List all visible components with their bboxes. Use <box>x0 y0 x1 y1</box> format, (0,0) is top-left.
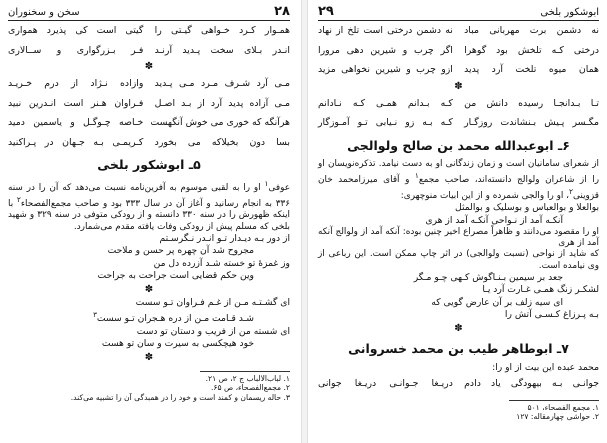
hemistich: همان میوه تلخت آرد پدید <box>464 64 599 75</box>
footnote: ۱. مجمع الفصحاء، ۵۰۱ <box>527 402 599 412</box>
hemistich: درختی کـه تلخش بود گوهرا <box>464 44 599 56</box>
couplet <box>318 94 599 114</box>
couplet <box>8 113 290 133</box>
right-page <box>306 0 607 443</box>
hemistich: هرآنگه که خوری می خوش آنگهست <box>150 117 290 128</box>
section-heading: ۶ـ ابوعبدالله محمد بن صالح ولوالجی <box>347 137 570 153</box>
running-title: سخن و سخنوران <box>8 7 80 18</box>
verse-line: وز غمزهٔ تو خسته شـد آزرده دل من <box>153 257 290 269</box>
couplet <box>318 21 599 41</box>
hemistich: کـه بـه زو نـیابی تـو آمـوزگار <box>318 117 453 128</box>
hemistich: جوانـی بـه بیهودگی یاد دادم <box>464 378 599 390</box>
couplet <box>8 94 290 114</box>
hemistich: مـی آزاده پدید آرد از بـد اصـل <box>154 97 290 109</box>
prose-paragraph: از شعرای سامانیان است و زمان زندگانی او به دست نیامد. تذکره‌نویسان او را از شاعران ولوالج دانسته‌اند، صاحب مجمع$^۱$ و آقای میرزامحمد خان قزوینی$^۲$، او را والجی شمرده و از این ابیات منوچهری: <box>318 158 599 201</box>
poem-block <box>318 94 599 133</box>
section-heading: ۷ـ ابوطاهر طیب بن محمد خسروانی <box>348 340 569 356</box>
running-head <box>318 4 599 21</box>
verse-line: بوالعلا و بوالعباس و بوسلیک و بوالمثل <box>454 202 599 214</box>
hemistich: ازو چرب و شیرین نخواهی مزید <box>318 64 453 75</box>
verse-line: مجروح شد آن چهره پر حسن و ملاحت <box>107 245 254 257</box>
section-ornament: ✽ <box>454 322 463 334</box>
verse-line: ای شسته من از فریب و دستان تو دست <box>136 325 290 337</box>
hemistich: اگر چرب و شیرین دهی مرورا <box>318 44 453 56</box>
intro-line: محمد عبده این بیت از او را: <box>492 361 599 373</box>
couplet <box>8 21 290 41</box>
verse-line: شـد قـامت مـن از دره هـجران تـو سست$^۳$ <box>93 311 254 325</box>
hemistich: تـا بـدانجـا رسیده دانش من <box>464 97 599 109</box>
verse-lines <box>8 233 290 283</box>
footnote-rule <box>509 400 599 401</box>
footnotes <box>318 403 599 422</box>
verse-line: ای سیه زلف بر آن عارض گویی که <box>431 296 563 308</box>
hemistich: گیتی است کی پذیرد همواری <box>8 25 144 36</box>
verse-line: جعد بر سیمین بـنـاگوش کـهی چـو مـگر <box>413 271 563 283</box>
footnote: ۲. حواشی چهارمقاله: ۱۲۷ <box>516 412 599 422</box>
hemistich: کـه بـدانم همـی کـه نـادانم <box>318 97 453 109</box>
hemistich: فـراوان هـنر است انـدرین نبید <box>8 97 144 109</box>
footnote: ۲. مجمع‌الفصحاء، ص ۶۵. <box>210 383 290 393</box>
verse-line: ای گشـتـه مـن از غـم فـراوان تـو سست <box>135 296 290 308</box>
hemistich: نه دشمن برت مهربانی مباد <box>464 25 599 36</box>
verse-line: از دور بـه دیـدار تـو انـدر نـگرسـتم <box>159 232 290 244</box>
couplet <box>8 133 290 153</box>
page-number: ۲۹ <box>318 4 334 19</box>
page-number: ۲۸ <box>274 4 290 19</box>
verse-line: لشکـر زنگ همـی غـارت آرد یـا <box>482 284 599 296</box>
hemistich: همـوار کـرد خـواهی گیـتی را <box>154 25 290 36</box>
verse-line: آنکـه آمد از نـواحی آنکـه آمد از هری <box>425 214 563 226</box>
couplet <box>8 41 290 61</box>
poem-block <box>8 74 290 152</box>
section-ornament: ✽ <box>144 61 154 72</box>
verse-line: وین حکم قضایی است جراحت به جراحت <box>97 270 254 282</box>
couplet <box>318 113 599 133</box>
section-ornament: ✽ <box>454 80 463 92</box>
poem-block <box>8 21 290 60</box>
verse-line: خود هیچکسی به سیرت و سان تو هست <box>101 338 254 350</box>
running-title: ابوشکور بلخی <box>540 7 599 18</box>
prose-paragraph: عوفی$^۱$ او را به لقبی موسوم به آفرین‌نامه نسبت می‌دهد که آن را در سنه ۳۳۶ به انجام رسانید و آغاز آن در سال ۳۳۳ بود و صاحب مجمع‌الفصحاء$^۲$ با اینکه ظهورش را در سنه ۳۳۰ دانسته و از رودکی متوفی در سنه ۳۲۹ و شهید بلخی که مسلم پیش از رودکی وفات یافته مقدم می‌شمارد. <box>8 179 291 232</box>
footnote: ۱. لباب‌الالباب ج ۲، ص ۲۱. <box>205 373 290 383</box>
hemistich: نه دشمن درختی است تلخ از نهاد <box>318 25 453 36</box>
section-ornament: ✽ <box>144 283 154 295</box>
hemistich: بسا دون بخیلاکه می بخورد <box>154 136 290 148</box>
footnote-rule <box>200 371 290 372</box>
verse-lines <box>318 202 599 322</box>
hemistich: دریـغا جـوانـی دریـغا جوانی <box>318 378 453 390</box>
running-head <box>8 4 290 21</box>
left-page <box>0 0 300 443</box>
section-ornament: ✽ <box>144 351 154 363</box>
prose-line: که شاید از نواحی (نسبت ولوالجی) در اثر چاپ ممکن است. این رباعی از وی نیامده است. <box>318 249 599 271</box>
poem-block <box>318 21 599 80</box>
hemistich: کـریمـی بـه جـهان در پـراکنید <box>8 136 144 148</box>
verse-lines <box>8 297 290 351</box>
couplet <box>318 60 599 80</box>
prose-line: او را مقصود می‌دانند و ظاهراً مصراع اخیر چنین بوده: آنکه آمد از ولوالج آنکه آمد از هری <box>318 227 599 249</box>
hemistich: انـدر بـلای سخت پـدید آرنـد <box>154 44 290 56</box>
hemistich: مگـسر پـیش بـنشاندت روزگـار <box>464 117 599 128</box>
footnote: ۳. حاله ریسمان و کمند است و خود را در همبدگی آن را تشبیه می‌کند. <box>70 393 290 402</box>
couplet <box>318 41 599 61</box>
couplet <box>318 374 599 394</box>
hemistich: مـی آرد شـرف مـرد مـی پـدید <box>154 78 290 89</box>
hemistich: فـر بـزرگواری و ســالاری <box>8 44 144 56</box>
section-heading: ۵ـ ابوشکور بلخی <box>97 157 201 172</box>
couplet <box>8 74 290 94</box>
footnotes <box>8 374 290 403</box>
book-gutter <box>301 0 308 443</box>
verse-line: بـه پـرزاغ کـسـی آتش را <box>504 309 599 321</box>
hemistich: خـاصه چـوگـل و یاسمین دمید <box>8 117 144 128</box>
hemistich: وازاده نـژاد از درم خـریـد <box>8 78 144 89</box>
